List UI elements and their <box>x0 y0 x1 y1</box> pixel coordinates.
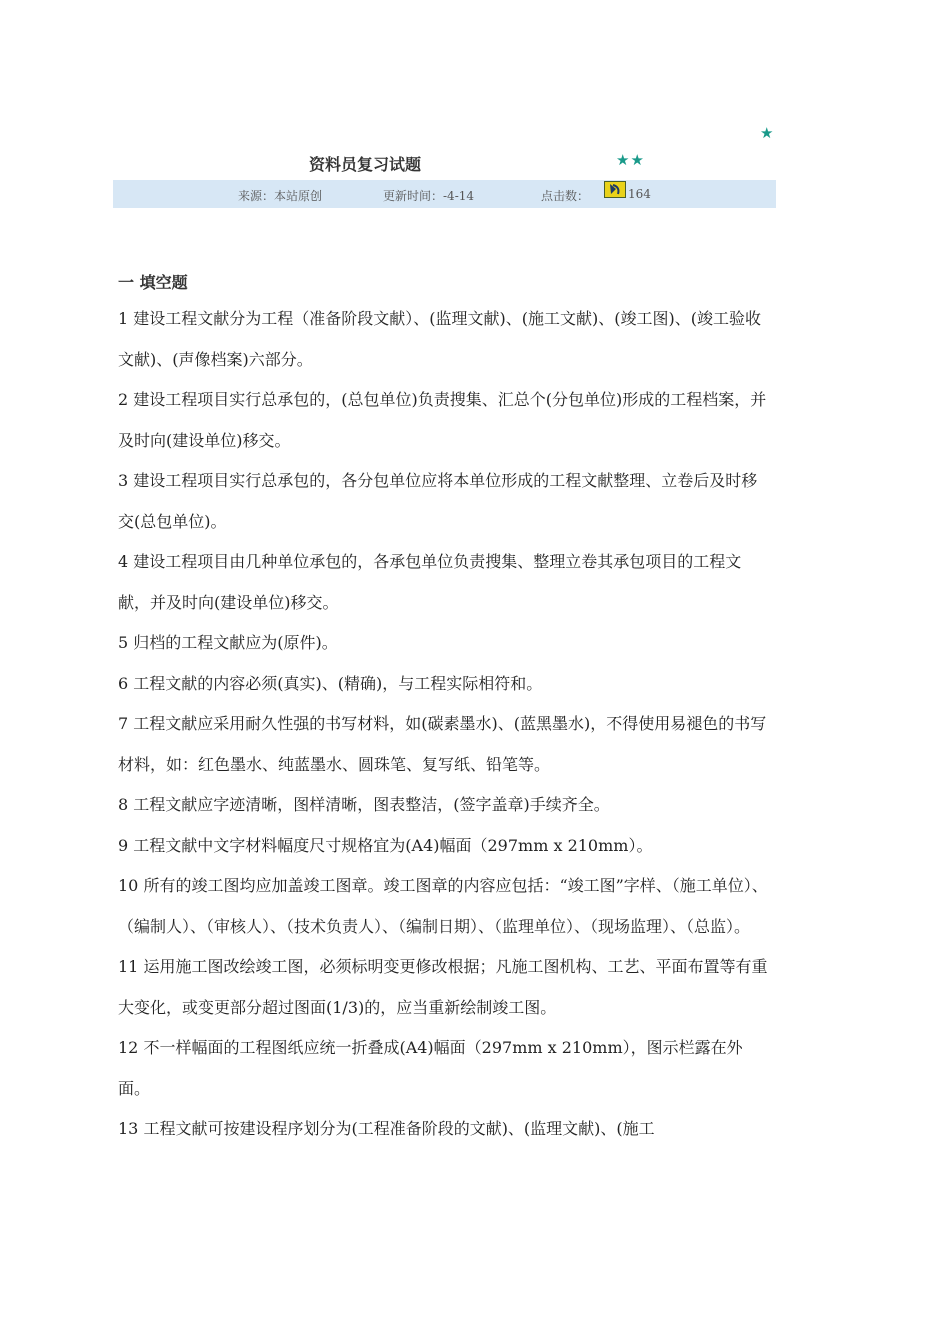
meta-updated: 更新时间：-4-14 <box>383 189 475 203</box>
question-item: 12 不一样幅面的工程图纸应统一折叠成(A4)幅面（297mm x 210mm），图示栏露在外面。 <box>118 1038 743 1098</box>
article-meta-bar <box>113 180 776 208</box>
question-item: 4 建设工程项目由几种单位承包的，各承包单位负责搜集、整理立卷其承包项目的工程文献，并及时向(建设单位)移交。 <box>118 552 742 612</box>
star-decoration-single: ★ <box>760 124 774 142</box>
meta-hits-label: 点击数： <box>541 189 590 203</box>
question-item: 1 建设工程文献分为工程（准备阶段文献）、(监理文献)、(施工文献)、(竣工图)、(竣工验收文献)、(声像档案)六部分。 <box>118 309 761 369</box>
question-list <box>118 299 768 1150</box>
question-item: 11 运用施工图改绘竣工图，必须标明变更修改根据；凡施工图机构、工艺、平面布置等有重大变化，或变更部分超过图面(1/3)的，应当重新绘制竣工图。 <box>118 957 768 1017</box>
question-item: 10 所有的竣工图均应加盖竣工图章。竣工图章的内容应包括：“竣工图”字样、（施工单位）、（编制人）、（审核人）、（技术负责人）、（编制日期）、（监理单位）、（现场监理）、（总监）。 <box>118 876 768 936</box>
section-heading: 一 填空题 <box>118 273 188 292</box>
question-item: 2 建设工程项目实行总承包的，(总包单位)负责搜集、汇总个(分包单位)形成的工程档案，并及时向(建设单位)移交。 <box>118 390 767 450</box>
page-title: 资料员复习试题 <box>308 155 421 174</box>
question-item: 5 归档的工程文献应为(原件)。 <box>118 633 338 652</box>
pointer-badge-icon <box>604 181 626 198</box>
star-decoration-pair: ★★ <box>616 151 645 169</box>
question-item: 3 建设工程项目实行总承包的，各分包单位应将本单位形成的工程文献整理、立卷后及时移交(总包单位)。 <box>118 471 758 531</box>
meta-source: 来源：本站原创 <box>238 189 323 203</box>
question-item: 8 工程文献应字迹清晰，图样清晰，图表整洁，(签字盖章)手续齐全。 <box>118 795 610 814</box>
question-item: 6 工程文献的内容必须(真实)、(精确)，与工程实际相符和。 <box>118 673 543 693</box>
question-item: 9 工程文献中文字材料幅度尺寸规格宜为(A4)幅面（297mm x 210mm）。 <box>118 835 653 855</box>
question-item: 7 工程文献应采用耐久性强的书写材料，如(碳素墨水)、(蓝黑墨水)，不得使用易褪色的书写材料，如：红色墨水、纯蓝墨水、圆珠笔、复写纸、铅笔等。 <box>118 714 767 774</box>
meta-hits-count: 164 <box>628 187 651 201</box>
question-item: 13 工程文献可按建设程序划分为(工程准备阶段的文献)、(监理文献)、(施工 <box>118 1119 655 1138</box>
